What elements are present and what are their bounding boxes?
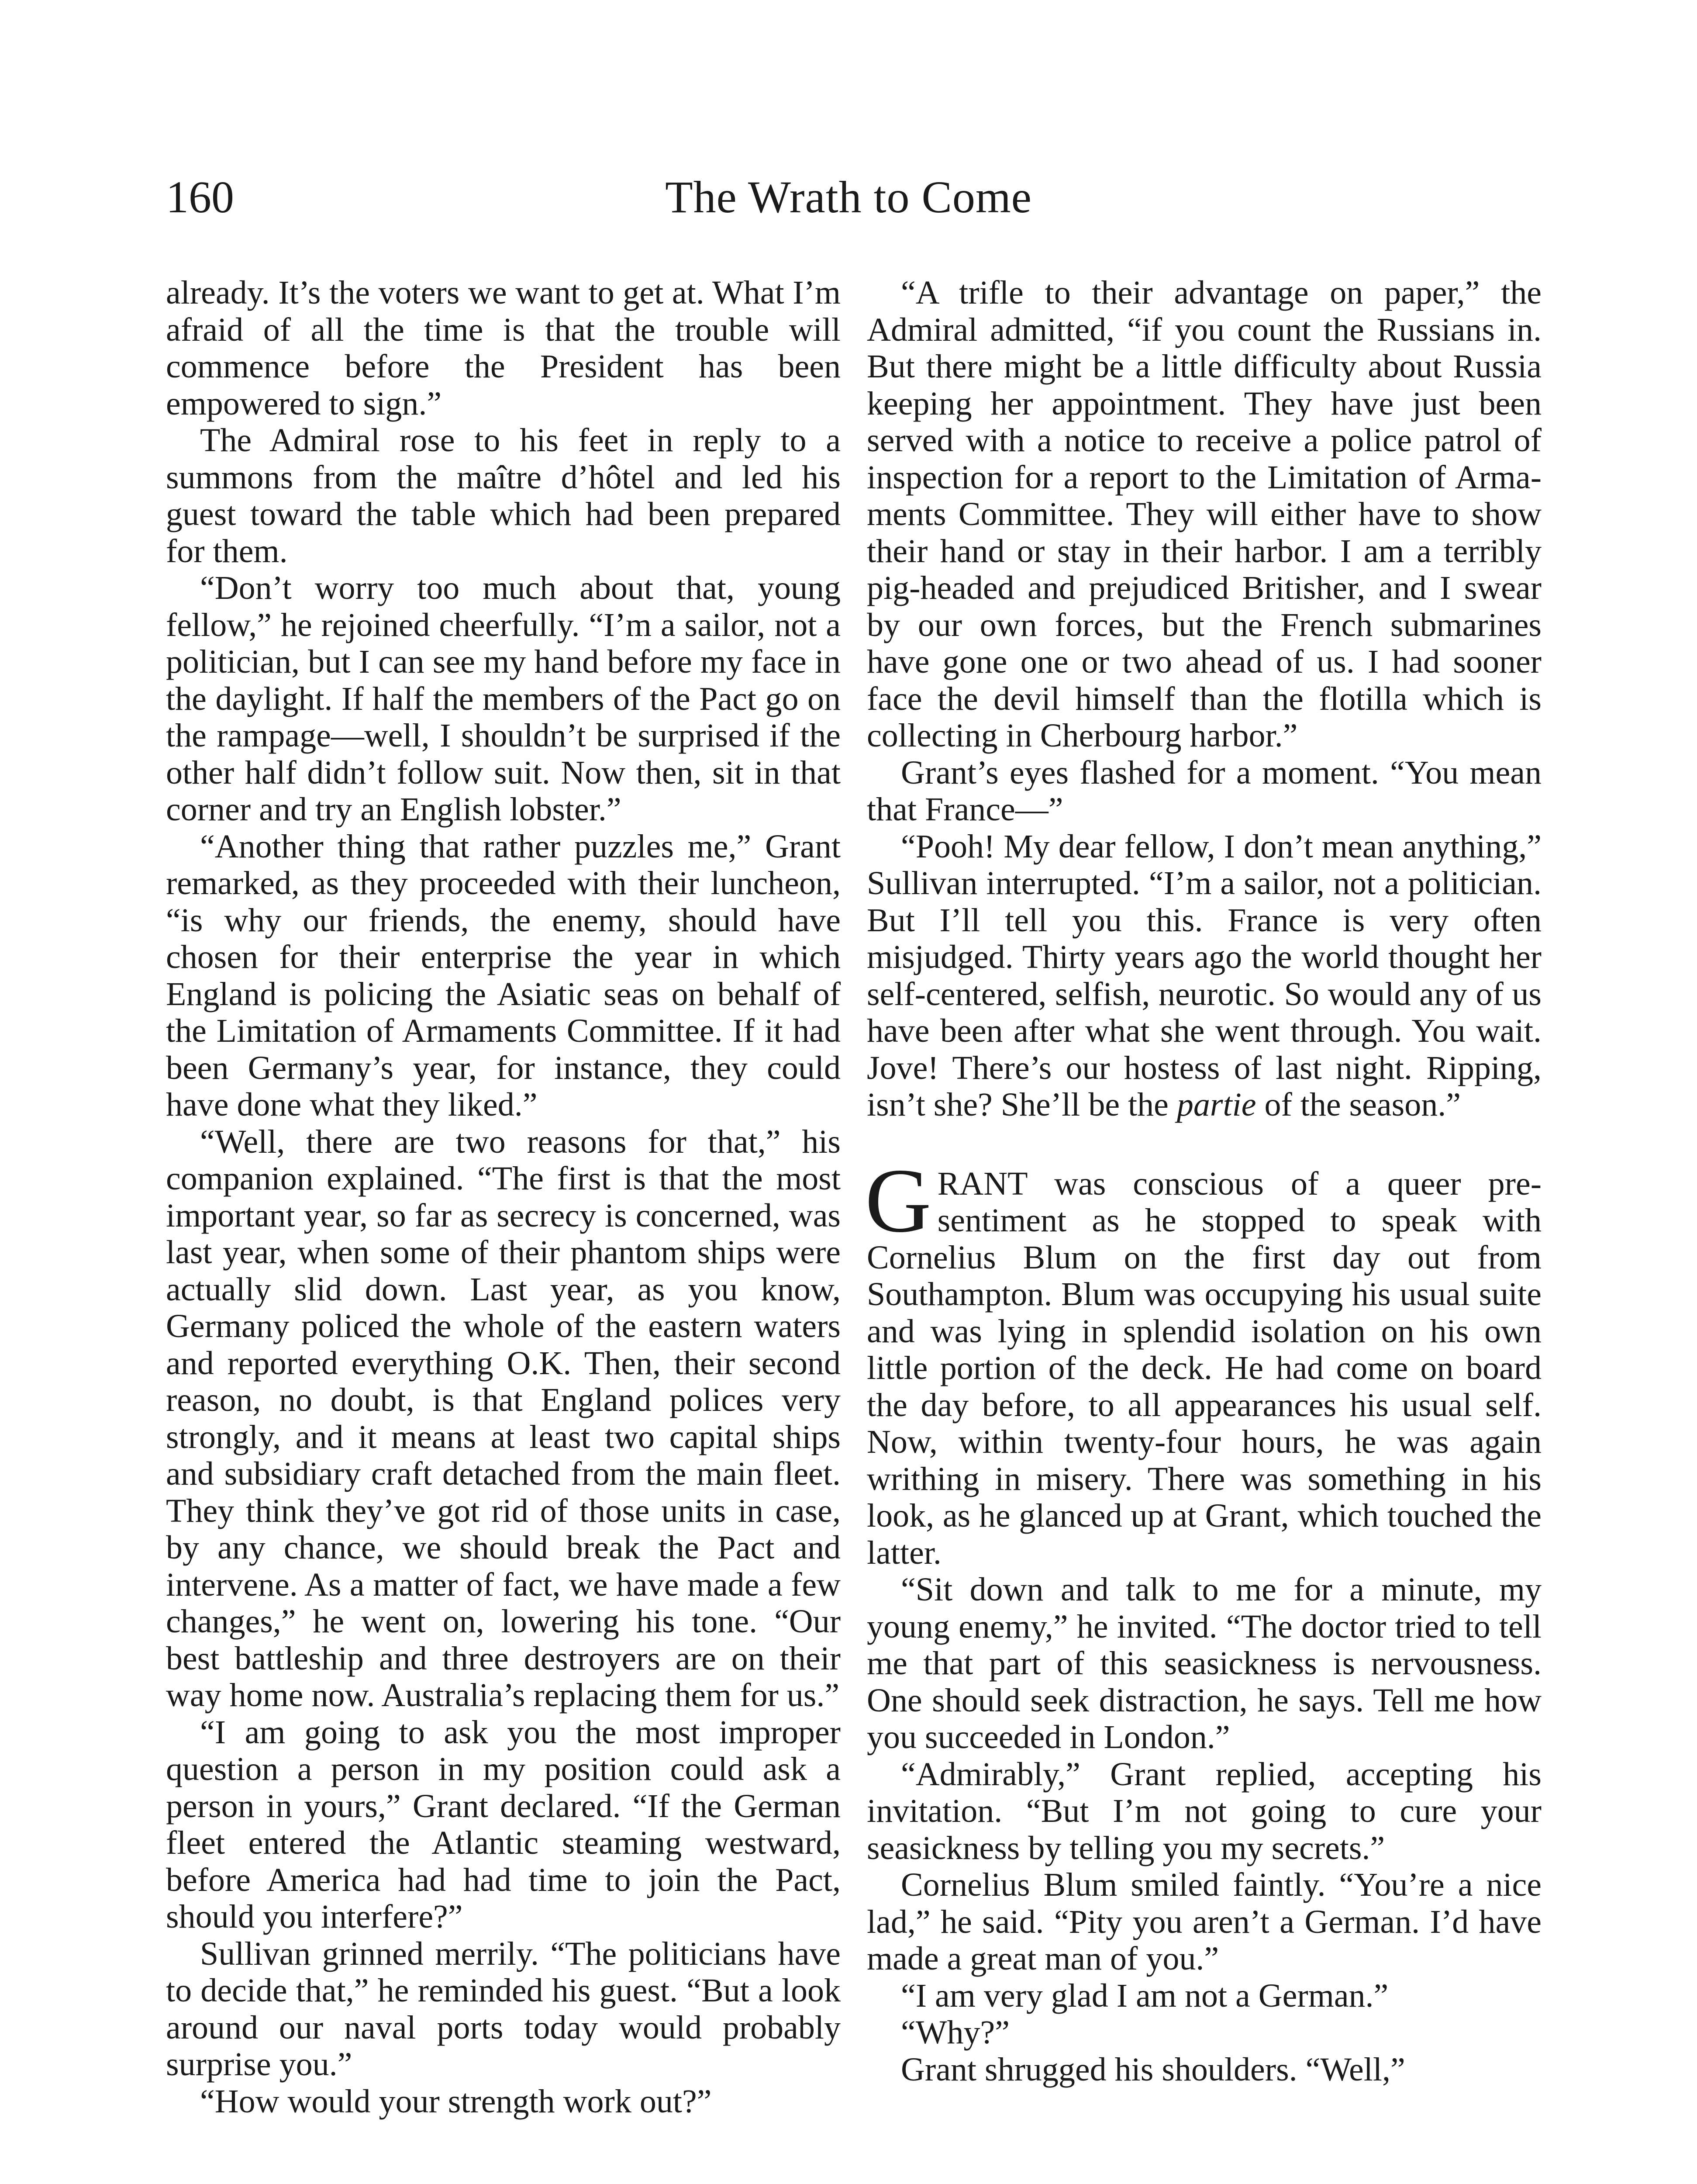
paragraph: “Sit down and talk to me for a minute, my young enemy,” he invited. “The doctor tried to tell me that part of this seasickness is nervousness. One should seek distraction, he says. Tell me how you succeeded in London.” <box>867 1571 1542 1755</box>
paragraph: “Admirably,” Grant replied, accepting his invitation. “But I’m not going to cure your seasickness by telling you my secrets.” <box>867 1755 1542 1866</box>
right-text-column <box>867 274 1542 2088</box>
paragraph: Sullivan grinned merrily. “The politicians have to decide that,” he reminded his guest. “But a look around our naval ports today would probably surprise you.” <box>166 1935 841 2083</box>
paragraph: “Why?” <box>901 2014 1010 2051</box>
paragraph: “How would your strength work out?” <box>200 2083 712 2120</box>
paragraph: “Well, there are two reasons for that,” his companion explained. “The first is that the most important year, so far as secrecy is concerned, was last year, when some of their phantom ships were actually slid down. Last year, as you know, Germany policed the whole of the eastern waters and reported everything O.K. Then, their second reason, no doubt, is that England polices very strongly, and it means at least two capital ships and subsidiary craft detached from the main fleet. They think they’ve got rid of those units in case, by any chance, we should break the Pact and intervene. As a matter of fact, we have made a few changes,” he went on, lowering his tone. “Our best battleship and three destroyers are on their way home now. Australia’s replacing them for us.” <box>166 1123 841 1714</box>
paragraph: Grant shrugged his shoulders. “Well,” <box>901 2051 1405 2088</box>
paragraph: “I am very glad I am not a German.” <box>901 1977 1389 2014</box>
paragraph-text: “Pooh! My dear fellow, I don’t mean anything,” Sullivan interrupted. “I’m a sailor, not a politician. But I’ll tell you this. France is very often misjudged. Thirty years ago the world thought her self-centered, selfish, neurotic. So would any of us have been after what she went through. You wait. Jove! There’s our hostess of last night. Ripping, isn’t she? She’ll be the <box>867 828 1542 1123</box>
paragraph-text: RANT was conscious of a queer presentiment as he stopped to speak with Cornelius Blum on the first day out from Southampton. Blum was occupying his usual suite and was lying in splendid isolation on his own little portion of the deck. He had come on board the day before, to all appearances his usual self. Now, within twenty-four hours, he was again writhing in misery. There was something in his look, as he glanced up at Grant, which touched the latter. <box>867 1165 1542 1571</box>
paragraph: Grant’s eyes flashed for a moment. “You mean that France—” <box>867 754 1542 828</box>
section-opening-paragraph <box>865 1150 1542 1572</box>
running-title: The Wrath to Come <box>665 172 1032 222</box>
italic-word: partie <box>1176 1086 1256 1123</box>
paragraph: The Admiral rose to his feet in reply to a summons from the maître d’hôtel and led his guest toward the table which had been prepared for them. <box>166 422 841 570</box>
paragraph: “I am going to ask you the most improper question a person in my position could ask a person in yours,” Grant declared. “If the German fleet entered the Atlantic steaming westward, before America had had time to join the Pact, should you interfere?” <box>166 1714 841 1935</box>
paragraph <box>867 828 1542 1123</box>
left-text-column <box>166 274 841 2120</box>
paragraph: “A trifle to their advantage on paper,” the Admiral admitted, “if you count the Russians in. But there might be a little difficulty about Russia keeping her appointment. They have just been served with a notice to receive a police patrol of inspection for a report to the Limitation of Armaments Committee. They will either have to show their hand or stay in their harbor. I am a terribly pig-headed and prejudiced Britisher, and I swear by our own forces, but the French submarines have gone one or two ahead of us. I had sooner face the devil himself than the flotilla which is collecting in Cherbourg harbor.” <box>867 274 1542 754</box>
paragraph: already. It’s the voters we want to get at. What I’m afraid of all the time is that the trouble will commence before the President has been empowered to sign.” <box>166 274 841 422</box>
paragraph: “Another thing that rather puzzles me,” Grant remarked, as they proceeded with their luncheon, “is why our friends, the enemy, should have chosen for their enterprise the year in which England is policing the Asiatic seas on behalf of the Limitation of Armaments Committee. If it had been Germany’s year, for instance, they could have done what they liked.” <box>166 828 841 1123</box>
paragraph: “Don’t worry too much about that, young fellow,” he rejoined cheerfully. “I’m a sailor, not a politician, but I can see my hand before my face in the daylight. If half the members of the Pact go on the rampage—well, I shouldn’t be surprised if the other half didn’t follow suit. Now then, sit in that corner and try an English lobster.” <box>166 570 841 828</box>
paragraph: Cornelius Blum smiled faintly. “You’re a nice lad,” he said. “Pity you aren’t a German. I’d have made a great man of you.” <box>867 1866 1542 1977</box>
drop-cap: G <box>865 1150 931 1251</box>
page-number: 160 <box>166 172 234 222</box>
paragraph-text: of the season.” <box>1256 1086 1461 1123</box>
